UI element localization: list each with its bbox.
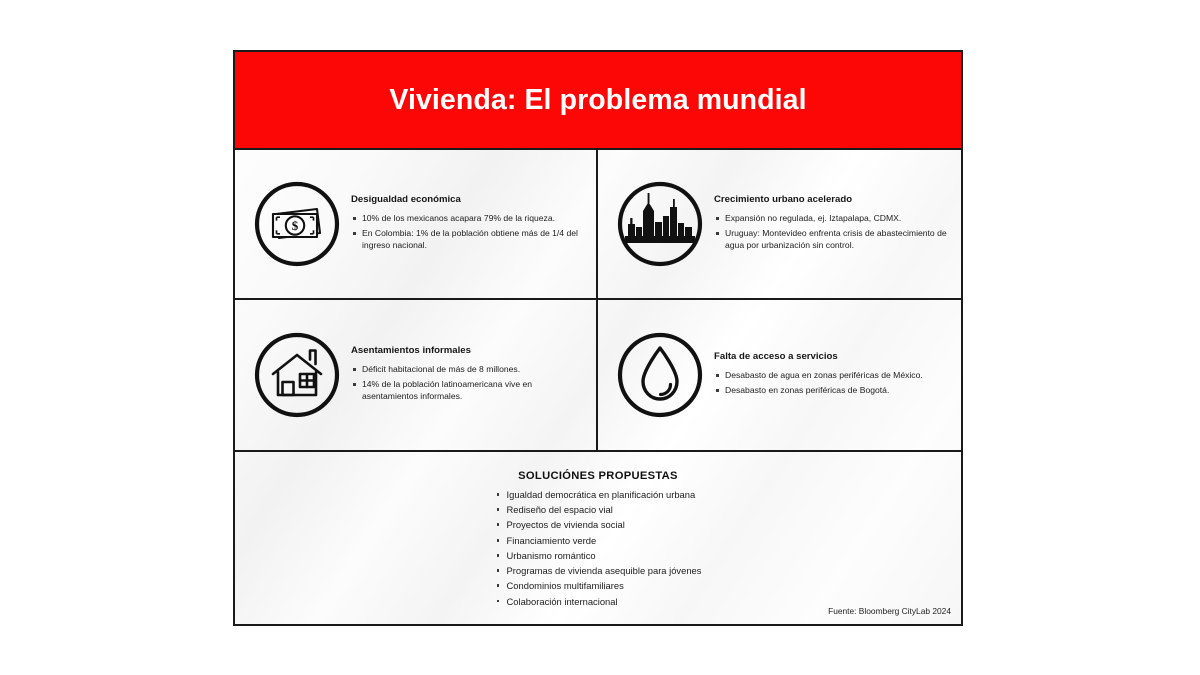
- page-title: Vivienda: El problema mundial: [389, 83, 807, 116]
- list-item: En Colombia: 1% de la población obtiene más de 1/4 del ingreso nacional.: [351, 227, 584, 251]
- quadrant-falta-acceso-servicios: [598, 300, 961, 450]
- list-item: Igualdad democrática en planificación urbana: [495, 487, 702, 502]
- quadrant-text-block: [351, 345, 588, 405]
- title-banner: [235, 52, 961, 150]
- list-item: Proyectos de vivienda social: [495, 517, 702, 532]
- quadrant-text-block: [714, 351, 953, 398]
- list-item: Programas de vivienda asequible para jóvenes: [495, 563, 702, 578]
- list-item: Uruguay: Montevideo enfrenta crisis de abastecimiento de agua por urbanización sin control.: [714, 227, 949, 251]
- quadrant-text-block: [714, 194, 953, 254]
- list-item: 14% de la población latinoamericana vive en asentamientos informales.: [351, 378, 584, 402]
- list-item: Expansión no regulada, ej. Iztapalapa, CDMX.: [714, 212, 949, 224]
- quadrant-heading: Falta de acceso a servicios: [714, 351, 838, 363]
- list-item: Colaboración internacional: [495, 594, 702, 609]
- quadrant-heading: Asentamientos informales: [351, 345, 471, 357]
- list-item: Desabasto en zonas periféricas de Bogotá.: [714, 384, 949, 396]
- quadrant-text-block: [351, 194, 588, 254]
- solutions-heading: SOLUCIÓNES PROPUESTAS: [518, 470, 678, 482]
- city-skyline-icon: [612, 176, 708, 272]
- quadrant-bullet-list: [714, 212, 949, 251]
- quadrant-crecimiento-urbano: [598, 150, 961, 300]
- quadrant-bullet-list: [714, 369, 949, 396]
- solutions-list: [495, 487, 702, 609]
- list-item: Rediseño del espacio vial: [495, 502, 702, 517]
- list-item: Déficit habitacional de más de 8 millones.: [351, 363, 584, 375]
- list-item: Desabasto de agua en zonas periféricas de México.: [714, 369, 949, 381]
- list-item: 10% de los mexicanos acapara 79% de la riqueza.: [351, 212, 584, 224]
- list-item: Condominios multifamiliares: [495, 578, 702, 593]
- house-icon: [249, 327, 345, 423]
- quadrant-bullet-list: [351, 212, 584, 251]
- quadrant-bullet-list: [351, 363, 584, 402]
- list-item: Financiamiento verde: [495, 533, 702, 548]
- solutions-panel: [235, 450, 961, 624]
- banknote-dollar-icon: [249, 176, 345, 272]
- svg-text:$: $: [291, 218, 299, 233]
- quadrant-heading: Crecimiento urbano acelerado: [714, 194, 853, 206]
- list-item: Urbanismo romántico: [495, 548, 702, 563]
- water-drop-icon: [612, 327, 708, 423]
- source-attribution: Fuente: Bloomberg CityLab 2024: [828, 606, 951, 616]
- infographic-frame: [233, 50, 963, 626]
- quadrant-heading: Desigualdad económica: [351, 194, 461, 206]
- quadrant-desigualdad-economica: [235, 150, 598, 300]
- problem-quadrant-grid: [235, 150, 961, 450]
- quadrant-asentamientos-informales: [235, 300, 598, 450]
